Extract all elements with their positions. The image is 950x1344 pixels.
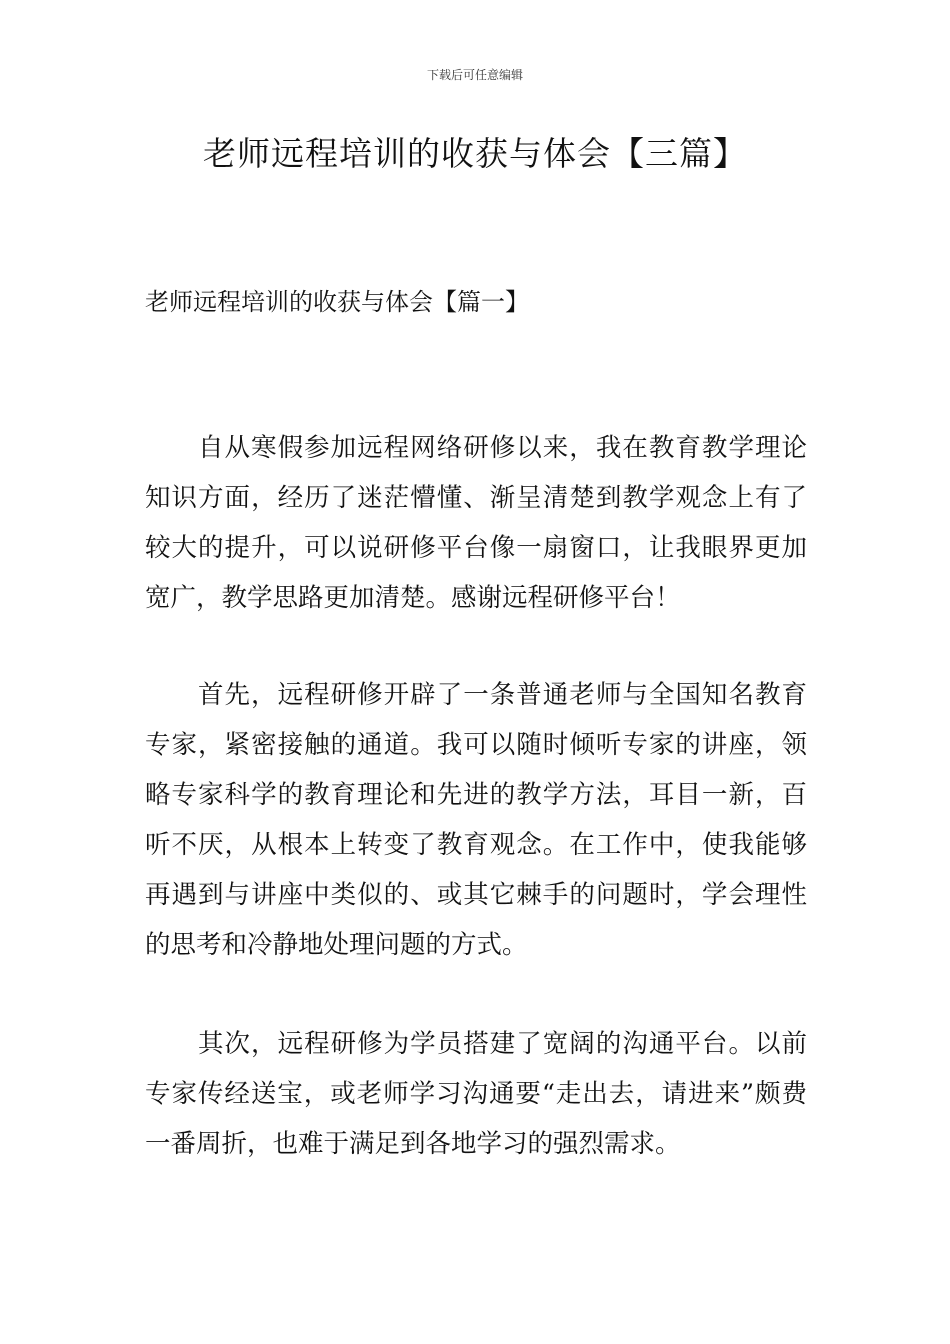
paragraph-1: 自从寒假参加远程网络研修以来，我在教育教学理论知识方面，经历了迷茫懵懂、渐呈清楚到教学观念上有了较大的提升，可以说研修平台像一扇窗口，让我眼界更加宽广，教学思路更加清楚。感谢远程研修平台！ — [145, 433, 807, 613]
document-title: 老师远程培训的收获与体会【三篇】 — [203, 134, 747, 173]
paragraph-3: 其次，远程研修为学员搭建了宽阔的沟通平台。以前专家传经送宝，或老师学习沟通要“走出去，请进来”颇费一番周折，也难于满足到各地学习的强烈需求。 — [145, 1029, 807, 1159]
section-heading: 老师远程培训的收获与体会【篇一】 — [145, 288, 529, 316]
header-note: 下载后可任意编辑 — [426, 68, 523, 82]
paragraph-2: 首先，远程研修开辟了一条普通老师与全国知名教育专家，紧密接触的通道。我可以随时倾听专家的讲座，领略专家科学的教育理论和先进的教学方法，耳目一新，百听不厌，从根本上转变了教育观念。在工作中，使我能够再遇到与讲座中类似的、或其它棘手的问题时，学会理性的思考和冷静地处理问题的方式。 — [145, 680, 807, 960]
